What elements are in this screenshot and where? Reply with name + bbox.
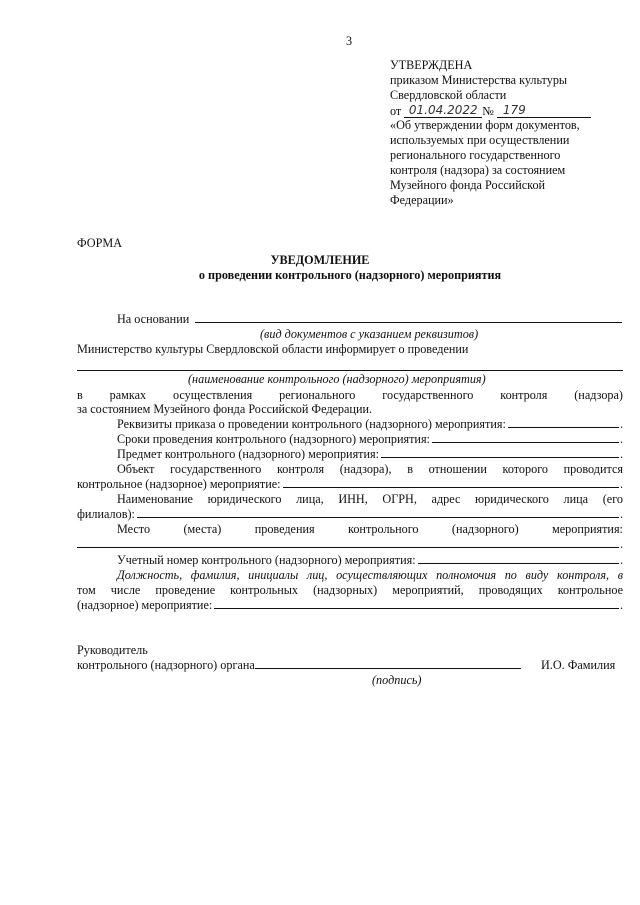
event-name-field[interactable] <box>77 370 623 371</box>
officials-label: (надзорное) мероприятие: <box>77 598 213 612</box>
place-line: Место (места) проведения контрольного (надзорного) мероприятия: <box>117 522 623 536</box>
officials-row: (надзорное) мероприятие: . <box>77 598 623 612</box>
date-prefix: от <box>390 104 402 118</box>
registry-number-field[interactable] <box>418 562 619 564</box>
deadlines-label: Сроки проведения контрольного (надзорного) мероприятия: <box>117 432 430 446</box>
head-title: Руководитель <box>77 643 148 657</box>
subject-label: Предмет контрольного (надзорного) мероприятия: <box>117 447 380 461</box>
basis-hint: (вид документов с указанием реквизитов) <box>260 327 479 341</box>
date-value: 01.04.2022 <box>404 103 482 118</box>
signature-row <box>77 658 522 672</box>
subject-field[interactable] <box>381 456 619 458</box>
deadlines-field[interactable] <box>432 441 619 443</box>
page-number: 3 <box>346 34 353 48</box>
order-details-row: Реквизиты приказа о проведении контрольного (надзорного) мероприятия: . <box>117 417 623 431</box>
approval-desc-line: используемых при осуществлении <box>390 133 570 147</box>
scope-line-2: за состоянием Музейного фонда Российской Федерации. <box>77 402 373 416</box>
signature-field[interactable] <box>255 667 521 669</box>
approval-desc-line: регионального государственного <box>390 148 561 162</box>
number-value: 179 <box>497 103 591 118</box>
registry-number-row: Учетный номер контрольного (надзорного) мероприятия: . <box>117 553 623 567</box>
signature-hint: (подпись) <box>372 673 422 687</box>
approval-desc-line: Федерации» <box>390 193 454 207</box>
basis-field[interactable] <box>195 321 622 323</box>
basis-label: На основании <box>117 312 190 326</box>
order-details-label: Реквизиты приказа о проведении контрольного (надзорного) мероприятия: <box>117 417 506 431</box>
subject-row: Предмет контрольного (надзорного) мероприятия: . <box>117 447 623 461</box>
approval-title: УТВЕРЖДЕНА <box>390 58 473 72</box>
form-label: ФОРМА <box>77 236 122 250</box>
approval-desc-line: контроля (надзора) за состоянием <box>390 163 566 177</box>
officials-line: Должность, фамилия, инициалы лиц, осуществляющих полномочия по виду контроля, в <box>117 568 623 582</box>
basis-row <box>117 312 623 326</box>
legal-entity-row: филиалов): . <box>77 507 623 521</box>
event-hint: (наименование контрольного (надзорного) мероприятия) <box>188 372 486 386</box>
document-subtitle: о проведении контрольного (надзорного) мероприятия <box>198 268 502 282</box>
place-row: . <box>77 537 623 551</box>
registry-number-label: Учетный номер контрольного (надзорного) мероприятия: <box>117 553 416 567</box>
approval-desc-line: Музейного фонда Российской <box>390 178 546 192</box>
approval-desc-line: «Об утверждении форм документов, <box>390 118 580 132</box>
scope-line: в рамках осуществления регионального государственного контроля (надзора) <box>77 388 623 402</box>
officials-field[interactable] <box>214 607 619 609</box>
legal-entity-field[interactable] <box>137 516 619 518</box>
document-title: УВЕДОМЛЕНИЕ <box>270 253 370 267</box>
place-field[interactable] <box>77 546 619 548</box>
order-details-field[interactable] <box>508 426 619 428</box>
deadlines-row: Сроки проведения контрольного (надзорного) мероприятия: . <box>117 432 623 446</box>
officials-line-2: том числе проведение контрольных (надзорных) мероприятий, проводящих контрольное <box>77 583 623 597</box>
head-name: И.О. Фамилия <box>541 658 616 672</box>
object-field[interactable] <box>283 486 619 488</box>
legal-entity-line: Наименование юридического лица, ИНН, ОГРН, адрес юридического лица (его <box>117 492 623 506</box>
approval-line: приказом Министерства культуры <box>390 73 568 87</box>
object-row: контрольное (надзорное) мероприятие: . <box>77 477 623 491</box>
head-org: контрольного (надзорного) органа <box>77 658 255 672</box>
legal-entity-label: филиалов): <box>77 507 135 521</box>
approval-date-row <box>390 103 591 118</box>
object-label: контрольное (надзорное) мероприятие: <box>77 477 281 491</box>
approval-line: Свердловской области <box>390 88 507 102</box>
ministry-line: Министерство культуры Свердловской области информирует о проведении <box>77 342 469 356</box>
object-line: Объект государственного контроля (надзора), в отношении которого проводится <box>117 462 623 476</box>
number-prefix: № <box>482 104 494 118</box>
